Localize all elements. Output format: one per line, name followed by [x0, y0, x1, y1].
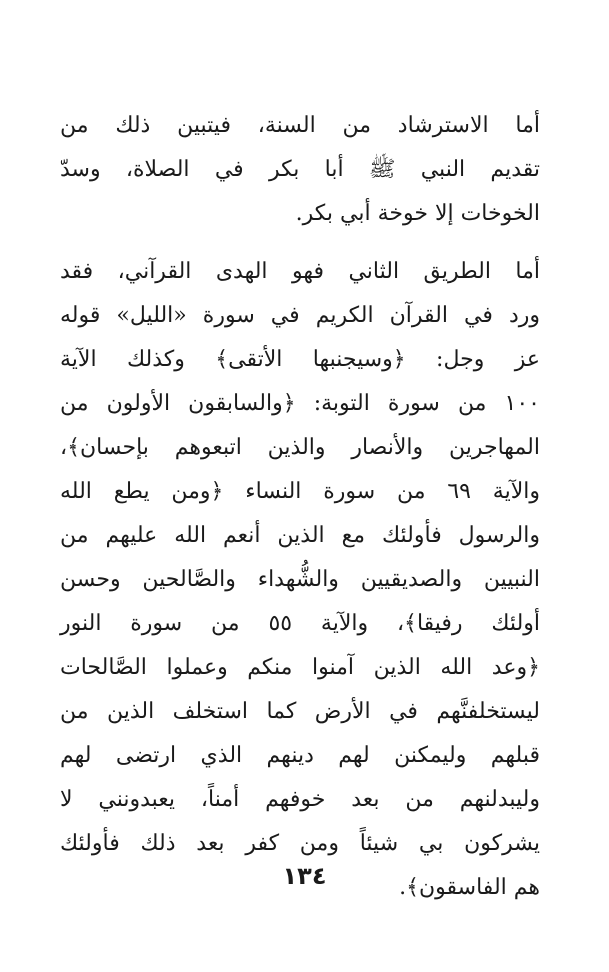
- text-line: النبيين والصديقيين والشُّهداء والصَّالحين وحسن: [60, 567, 540, 592]
- page-number: ١٣٤: [282, 862, 327, 890]
- text-line: والرسول فأولئك مع الذين أنعم الله عليهم من: [60, 523, 540, 548]
- book-page-text: [60, 104, 540, 910]
- text-line: المهاجرين والأنصار والذين اتبعوهم بإحسان﴾،: [60, 435, 540, 460]
- text-line: أما الاسترشاد من السنة، فيتبين ذلك من: [60, 113, 540, 138]
- paragraph-sunnah: [60, 104, 540, 236]
- paragraph-quran: [60, 250, 540, 910]
- text-line: ١٠٠ من سورة التوبة: ﴿والسابقون الأولون من: [60, 391, 540, 416]
- text-line: ليستخلفنَّهم في الأرض كما استخلف الذين من: [60, 699, 540, 724]
- text-line: يشركون بي شيئاً ومن كفر بعد ذلك فأولئك: [60, 831, 540, 856]
- text-line: وليبدلنهم من بعد خوفهم أمناً، يعبدونني لا: [60, 787, 540, 812]
- text-line: عز وجل: ﴿وسيجنبها الأتقى﴾ وكذلك الآية: [60, 347, 540, 372]
- text-line: ورد في القرآن الكريم في سورة «الليل» قوله: [60, 303, 540, 328]
- text-line: ﴿وعد الله الذين آمنوا منكم وعملوا الصَّالحات: [60, 655, 540, 680]
- text-line: أما الطريق الثاني فهو الهدى القرآني، فقد: [60, 259, 540, 284]
- text-line: قبلهم وليمكنن لهم دينهم الذي ارتضى لهم: [60, 743, 540, 768]
- text-line: تقديم النبي ﷺ أبا بكر في الصلاة، وسدّ: [60, 157, 540, 182]
- text-line: والآية ٦٩ من سورة النساء ﴿ومن يطع الله: [60, 479, 540, 504]
- text-line: الخوخات إلا خوخة أبي بكر.: [295, 201, 540, 226]
- text-line: هم الفاسقون﴾.: [399, 875, 540, 900]
- text-line: أولئك رفيقا﴾، والآية ٥٥ من سورة النور: [60, 611, 541, 636]
